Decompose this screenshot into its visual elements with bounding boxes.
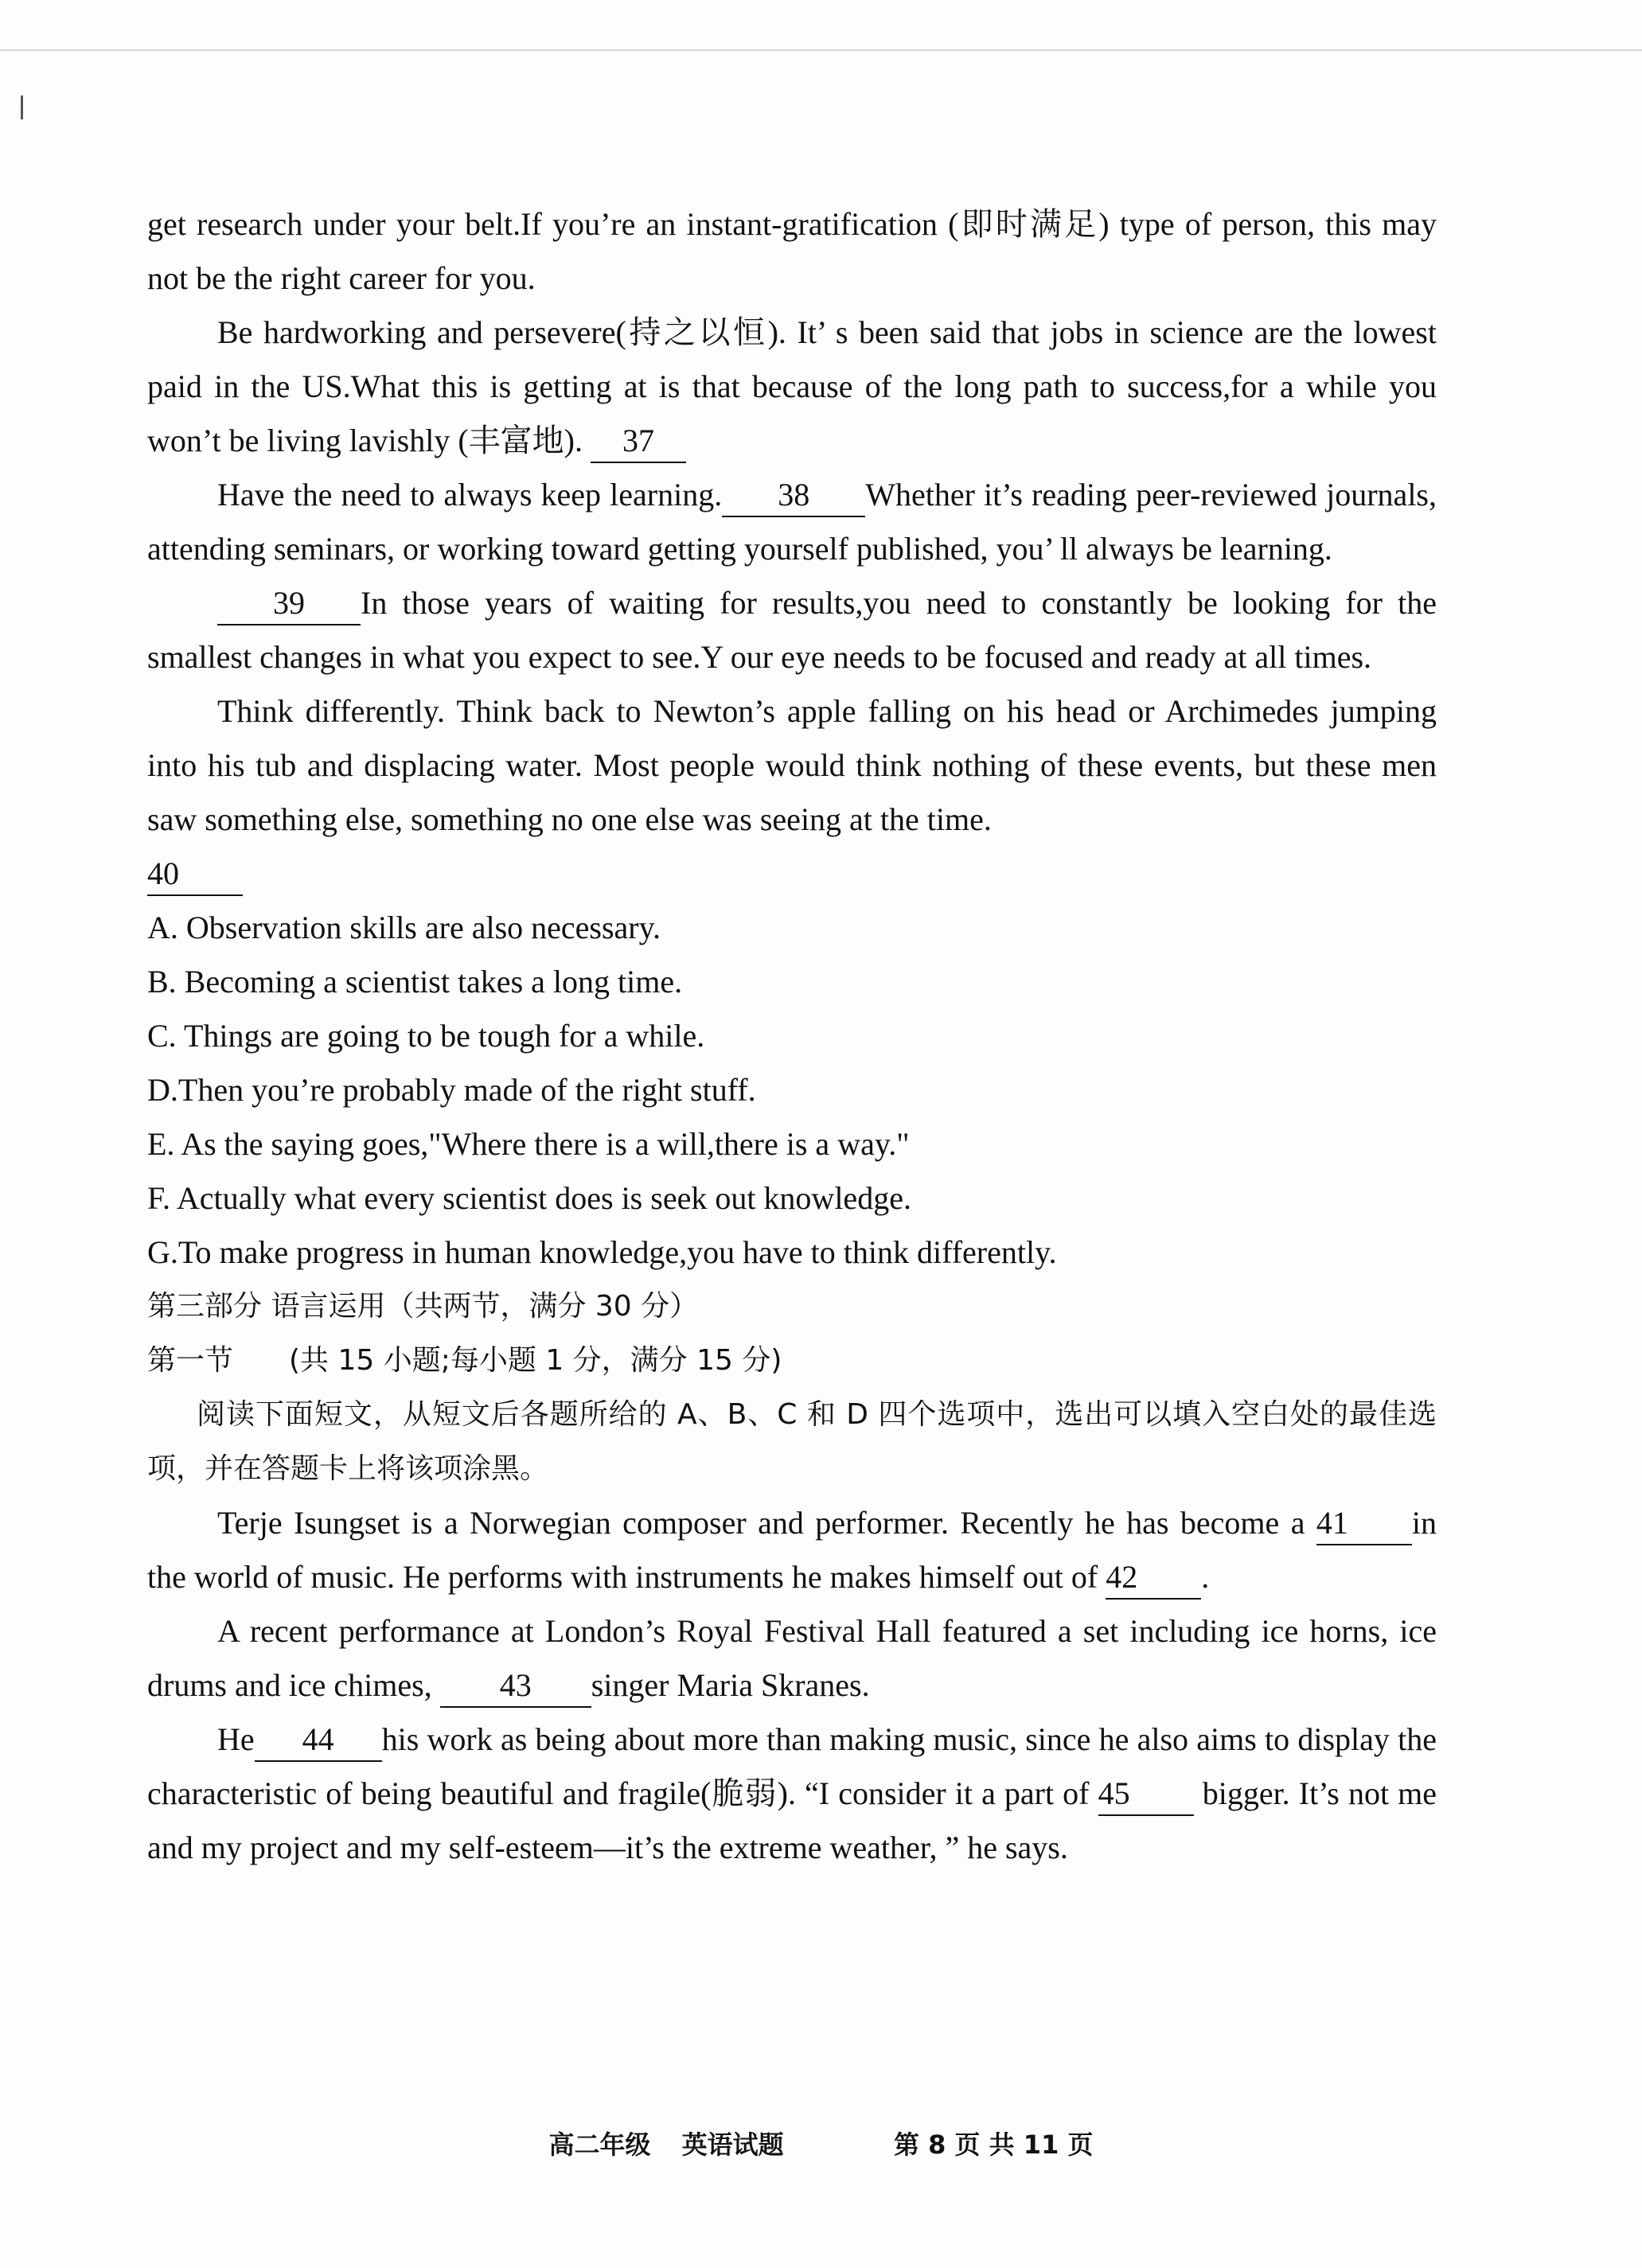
- sub-description: (共 15 小题;每小题 1 分，满分 15 分): [289, 1344, 782, 1377]
- paragraph-text: .: [1201, 1559, 1210, 1595]
- paragraph-text: Have the need to always keep learning.: [217, 477, 723, 512]
- option-a: A. Observation skills are also necessary.: [147, 910, 661, 945]
- passage-a-paragraph-3: [147, 468, 1437, 576]
- paragraph-text: bigger. It’s not me and my project and my self-esteem—it’s the extreme weather, ” he says.: [147, 1775, 1437, 1865]
- blank-40-line: [147, 847, 1437, 901]
- blank-37: 37: [591, 420, 686, 463]
- paragraph-text: Whether it’s reading peer-reviewed journals, attending seminars, or working toward getting yourself published, you’ ll always be learning.: [147, 477, 1437, 567]
- blank-39: 39: [217, 583, 361, 625]
- top-divider: [0, 49, 1642, 51]
- paragraph-text: A recent performance at London’s Royal Festival Hall featured a set including ice horns, ice drums and ice chimes,: [147, 1613, 1437, 1703]
- blank-44: 44: [255, 1719, 382, 1762]
- passage-a-paragraph-4: [147, 576, 1437, 684]
- option-g: G.To make progress in human knowledge,you have to think differently.: [147, 1234, 1057, 1270]
- page-footer: [0, 2125, 1642, 2161]
- paragraph-text: In those years of waiting for results,you need to constantly be looking for the smallest changes in what you expect to see.Y our eye needs to be focused and ready at all times.: [147, 585, 1437, 675]
- blank-40: 40: [147, 853, 243, 896]
- passage-b-paragraph-3: [147, 1713, 1437, 1875]
- passage-a-paragraph-1: get research under your belt.If you’re an instant-gratification (即时满足) type of person, this may not be the right career for you.: [147, 206, 1437, 296]
- option-c: C. Things are going to be tough for a while.: [147, 1018, 705, 1054]
- footer-subject: 英语试题: [681, 2130, 784, 2160]
- page-content: [147, 197, 1437, 1875]
- blank-38: 38: [722, 474, 865, 517]
- footer-page-number: 第 8 页 共 11 页: [893, 2130, 1094, 2160]
- paragraph-text: his work as being about more than making music, since he also aims to display the characteristic of being beautiful and fragile(脆弱). “I consider it a part of: [147, 1721, 1437, 1811]
- blank-45: 45: [1098, 1773, 1194, 1816]
- option-d: D.Then you’re probably made of the right stuff.: [147, 1072, 756, 1108]
- sub-label: 第一节: [147, 1344, 234, 1377]
- option-e: E. As the saying goes,"Where there is a will,there is a way.": [147, 1126, 910, 1162]
- paragraph-text: Be hardworking and persevere(持之以恒). It’ s been said that jobs in science are the lowest paid in the US.What this is getting at is that because of the long path to success,for a while you won’t be living lavishly (丰富地).: [147, 314, 1437, 458]
- blank-41: 41: [1316, 1502, 1412, 1545]
- section-3-heading: 第三部分 语言运用（共两节，满分 30 分）: [147, 1290, 699, 1323]
- section-3-subheading: [147, 1334, 1437, 1388]
- footer-grade: 高二年级: [548, 2130, 651, 2160]
- blank-42: 42: [1106, 1557, 1201, 1600]
- paragraph-text: Terje Isungset is a Norwegian composer and performer. Recently he has become a: [217, 1505, 1305, 1541]
- passage-b-paragraph-1: [147, 1496, 1437, 1604]
- passage-b-paragraph-2: [147, 1604, 1437, 1713]
- blank-43: 43: [440, 1665, 591, 1708]
- margin-mark: [21, 95, 23, 119]
- paragraph-text: He: [217, 1721, 255, 1757]
- passage-a-paragraph-2: [147, 306, 1437, 468]
- option-f: F. Actually what every scientist does is seek out knowledge.: [147, 1180, 911, 1216]
- paragraph-text: singer Maria Skranes.: [591, 1667, 870, 1703]
- section-3-instruction: 阅读下面短文，从短文后各题所给的 A、B、C 和 D 四个选项中，选出可以填入空白处的最佳选项，并在答题卡上将该项涂黑。: [147, 1398, 1437, 1485]
- paragraph-text: in the world of music. He performs with instruments he makes himself out of: [147, 1505, 1437, 1595]
- passage-a-paragraph-5: Think differently. Think back to Newton’s apple falling on his head or Archimedes jumping into his tub and displacing water. Most people would think nothing of these events, but these men saw something else, something no one else was seeing at the time.: [147, 693, 1437, 837]
- option-b: B. Becoming a scientist takes a long time.: [147, 964, 683, 1000]
